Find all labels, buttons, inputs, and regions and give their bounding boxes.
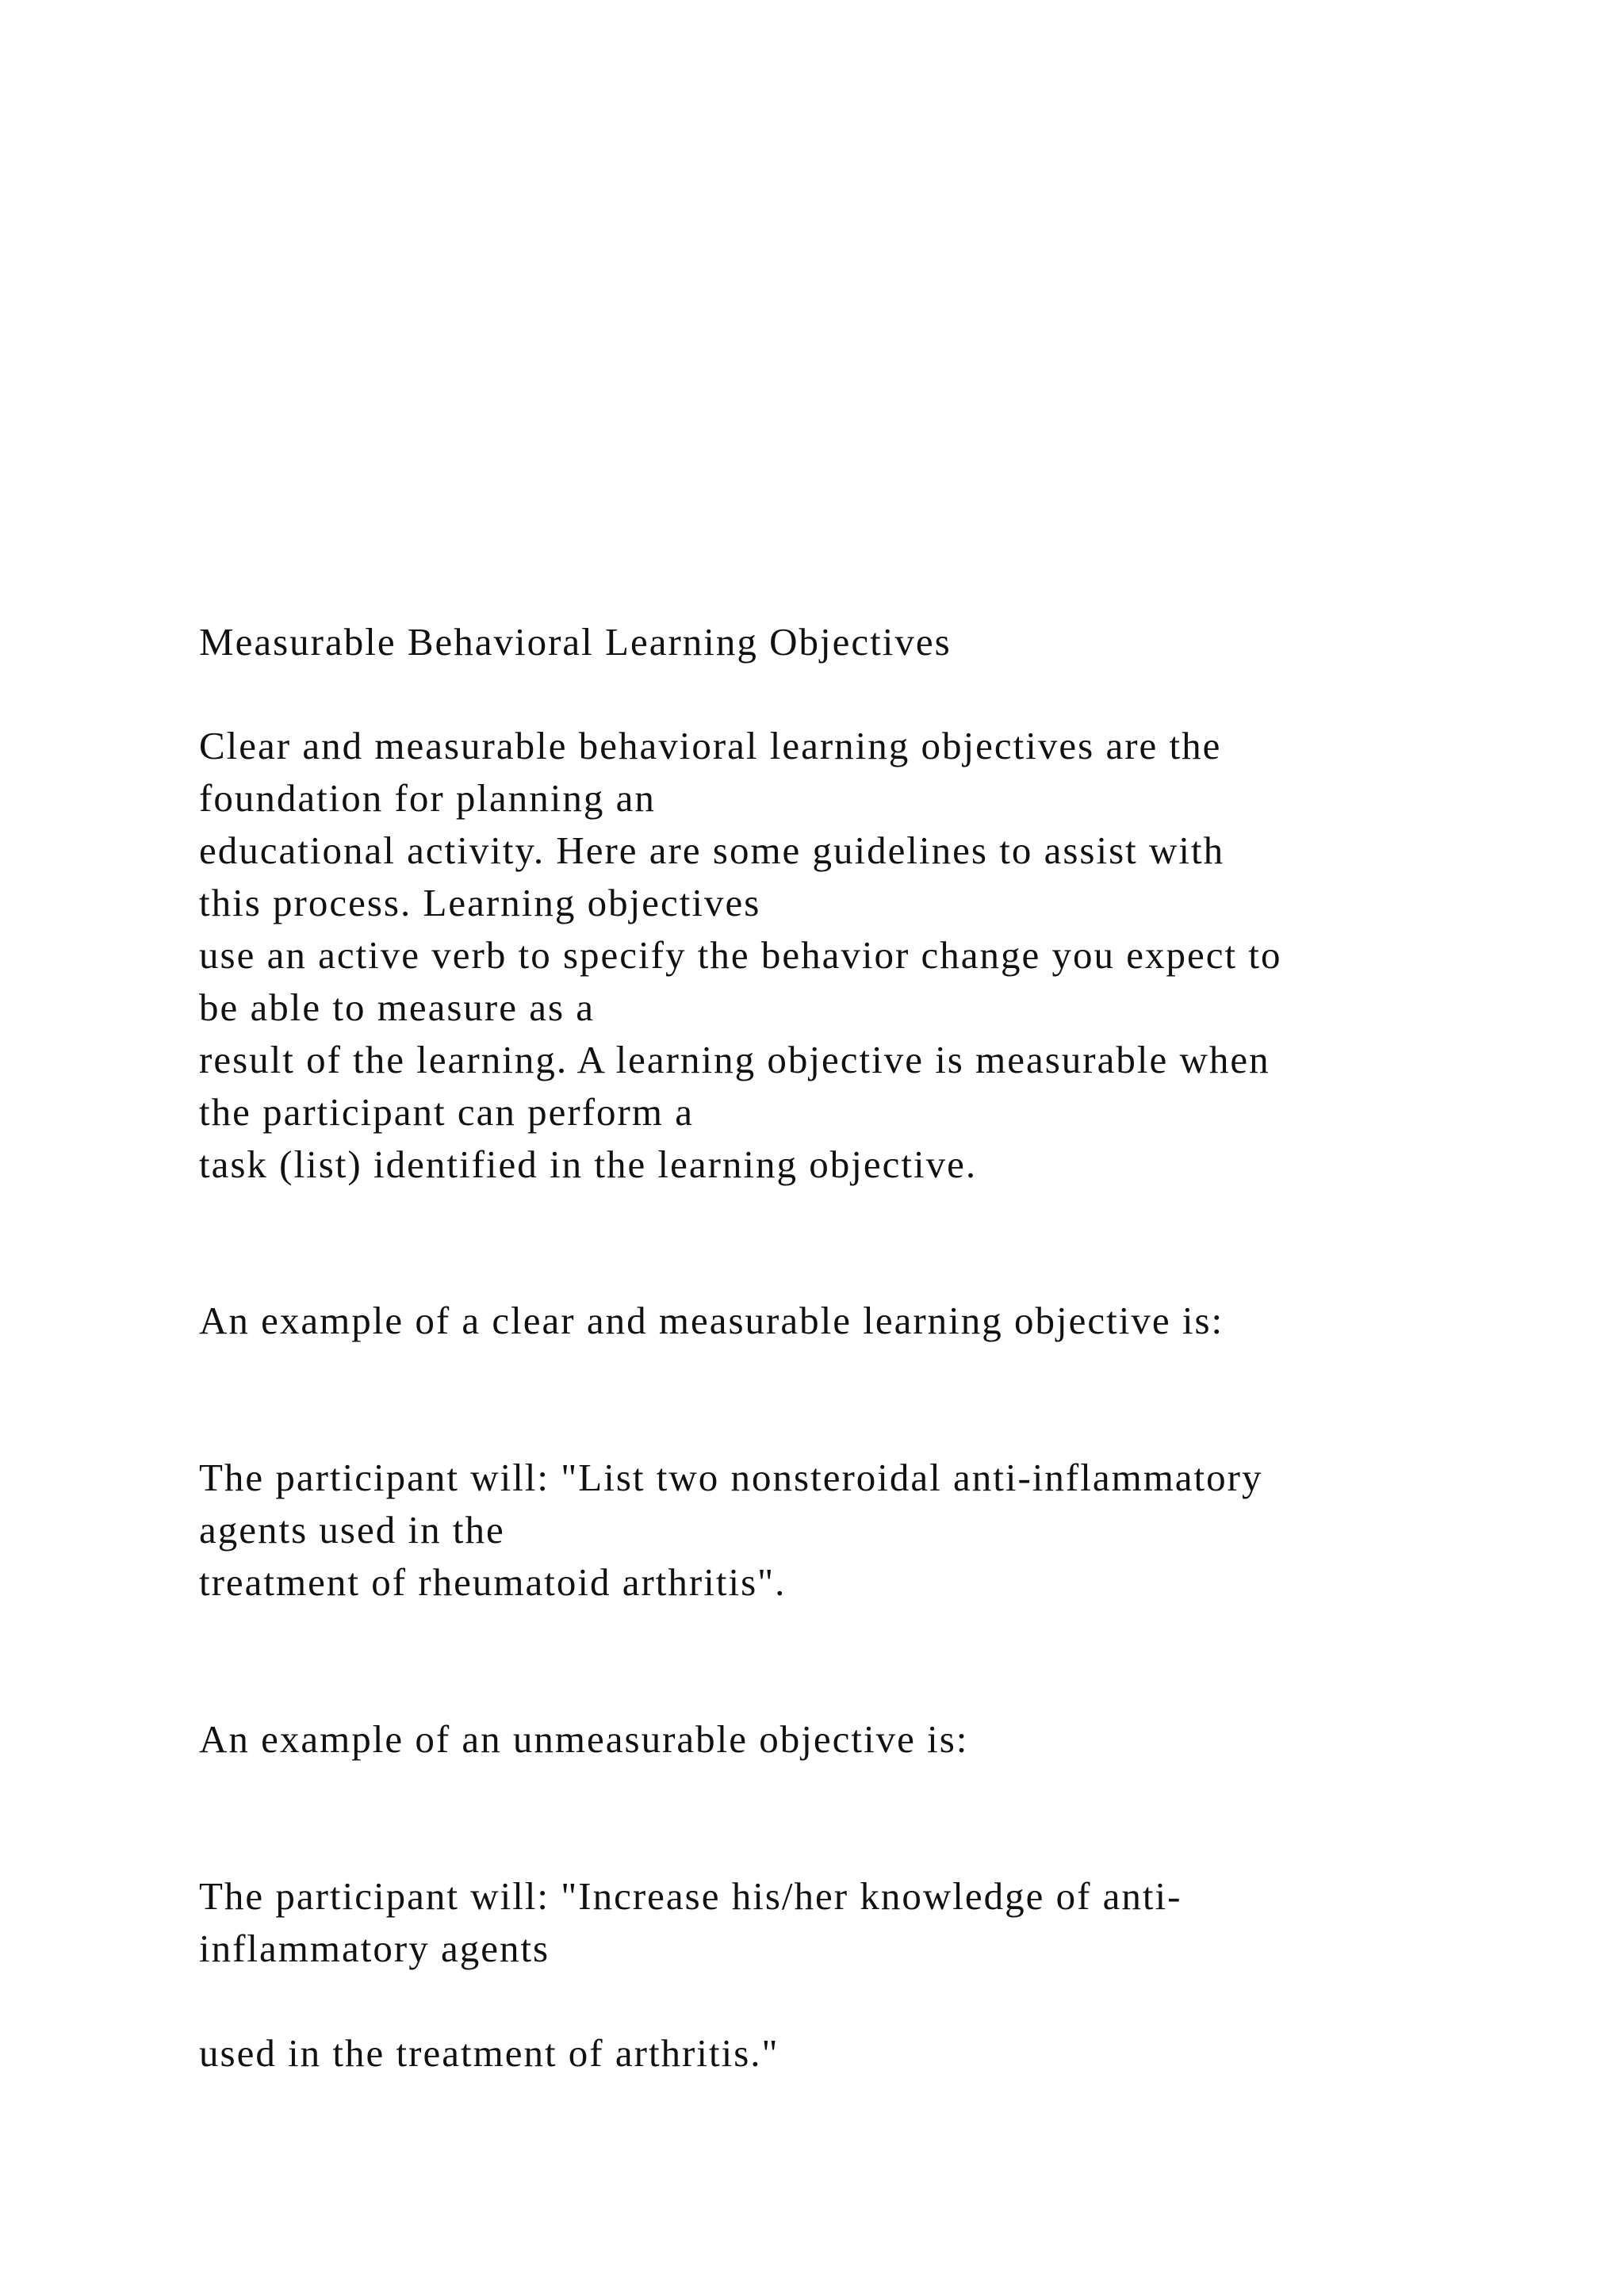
intro-line-5: use an active verb to specify the behavior change you expect to (199, 933, 1282, 977)
measurable-example-line-1: The participant will: "List two nonsteroidal anti-inflammatory (199, 1456, 1263, 1499)
unmeasurable-example-line-2: inflammatory agents (199, 1927, 550, 1970)
intro-line-1: Clear and measurable behavioral learning objectives are the (199, 724, 1222, 767)
measurable-example-line-3: treatment of rheumatoid arthritis". (199, 1560, 787, 1604)
measurable-example-line-2: agents used in the (199, 1508, 505, 1552)
intro-line-9: task (list) identified in the learning objective. (199, 1142, 978, 1186)
intro-line-8: the participant can perform a (199, 1090, 694, 1134)
intro-line-2: foundation for planning an (199, 776, 656, 820)
unmeasurable-example-line-3: used in the treatment of arthritis." (199, 2031, 779, 2075)
intro-line-3: educational activity. Here are some guidelines to assist with (199, 828, 1225, 872)
intro-line-6: be able to measure as a (199, 985, 596, 1029)
unmeasurable-heading: An example of an unmeasurable objective is: (199, 1717, 969, 1761)
intro-line-4: this process. Learning objectives (199, 881, 761, 924)
document-title: Measurable Behavioral Learning Objectives (199, 620, 952, 664)
intro-line-7: result of the learning. A learning objective is measurable when (199, 1038, 1270, 1081)
measurable-heading: An example of a clear and measurable learning objective is: (199, 1299, 1224, 1342)
unmeasurable-example-line-1: The participant will: "Increase his/her knowledge of anti- (199, 1874, 1182, 1918)
